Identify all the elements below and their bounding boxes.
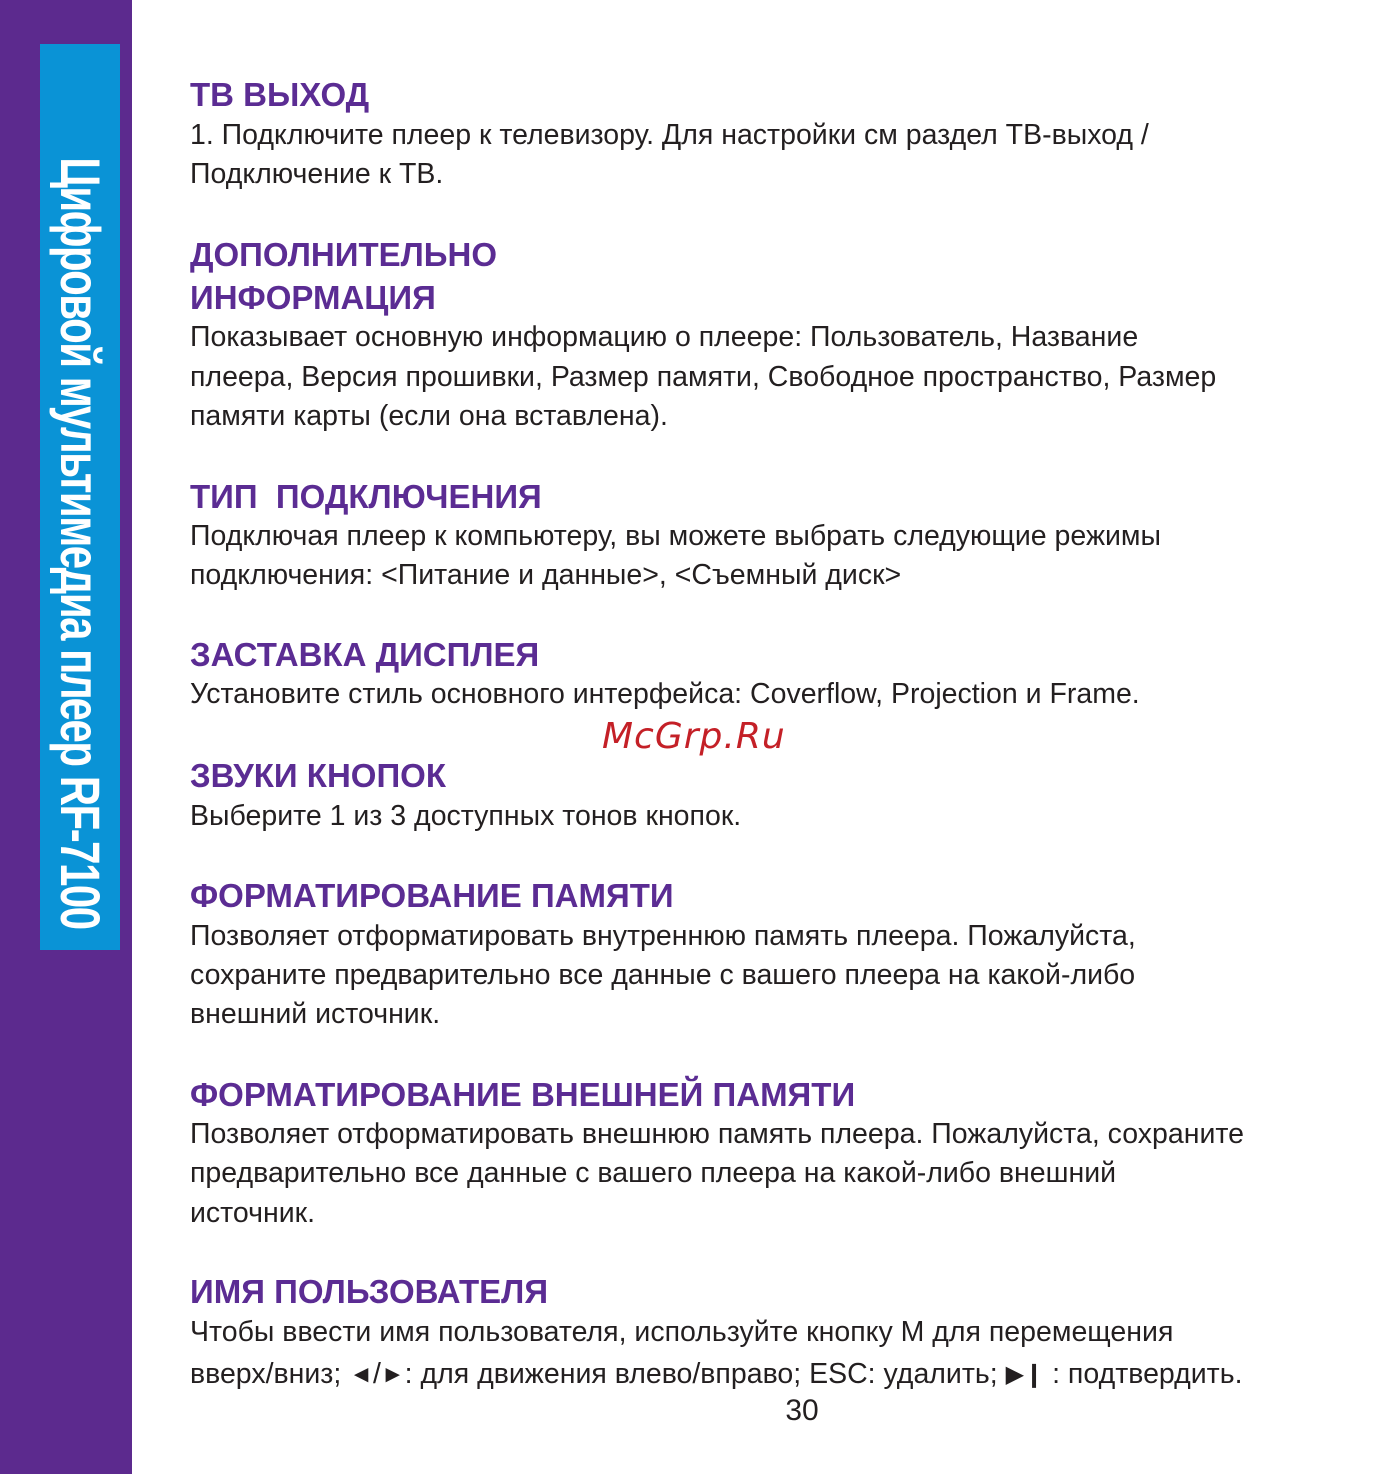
- slash-separator: /: [372, 1358, 381, 1390]
- username-line-2-end: : подтвердить.: [1044, 1358, 1243, 1390]
- heading-format-external: ФОРМАТИРОВАНИЕ ВНЕШНЕЙ ПАМЯТИ: [190, 1076, 856, 1113]
- username-line-2-mid: : для движения влево/вправо; ESC: удалить;: [404, 1358, 1006, 1390]
- format-memory-line-1: Позволяет отформатировать внутреннюю память плеера. Пожалуйста,: [190, 920, 1136, 952]
- right-arrow-icon: ►: [380, 1361, 405, 1388]
- info-line-2: плеера, Версия прошивки, Размер памяти, Свободное пространство, Размер: [190, 361, 1217, 393]
- username-line-1: Чтобы ввести имя пользователя, используйте кнопку М для перемещения: [190, 1316, 1174, 1348]
- left-arrow-icon: ◄: [349, 1361, 373, 1388]
- format-external-line-3: источник.: [190, 1197, 316, 1229]
- username-line-2-start: вверх/вниз;: [190, 1358, 350, 1390]
- tv-out-line-1: 1. Подключите плеер к телевизору. Для настройки см раздел ТВ-выход /: [190, 119, 1149, 151]
- connection-line-1: Подключая плеер к компьютеру, вы можете выбрать следующие режимы: [190, 520, 1162, 552]
- heading-information: ИНФОРМАЦИЯ: [190, 279, 436, 316]
- format-memory-line-2: сохраните предварительно все данные с вашего плеера на какой-либо: [190, 959, 1136, 991]
- watermark: McGrp.Ru: [602, 716, 786, 757]
- format-memory-line-3: внешний источник.: [190, 998, 441, 1030]
- heading-username: ИМЯ ПОЛЬЗОВАТЕЛЯ: [190, 1273, 549, 1310]
- info-line-3: памяти карты (если она вставлена).: [190, 400, 668, 432]
- key-sounds-line-1: Выберите 1 из 3 доступных тонов кнопок.: [190, 800, 742, 832]
- info-line-1: Показывает основную информацию о плеере: Пользователь, Название: [190, 321, 1139, 353]
- username-line-2: [190, 1355, 1243, 1396]
- heading-tv-out: ТВ ВЫХОД: [190, 76, 370, 113]
- heading-connection-type: ТИП ПОДКЛЮЧЕНИЯ: [190, 478, 542, 515]
- format-external-line-2: предварительно все данные с вашего плеера на какой-либо внешний: [190, 1157, 1117, 1189]
- connection-line-2: подключения: <Питание и данные>, <Съемный диск>: [190, 559, 902, 591]
- page-number: 30: [785, 1394, 819, 1427]
- tv-out-line-2: Подключение к ТВ.: [190, 158, 444, 190]
- format-external-line-1: Позволяет отформатировать внешнюю память плеера. Пожалуйста, сохраните: [190, 1118, 1244, 1150]
- side-title: Цифровой мультимедиа плеер RF-7100: [49, 157, 112, 929]
- screensaver-line-1: Установите стиль основного интерфейса: Coverflow, Projection и Frame.: [190, 678, 1140, 710]
- play-pause-icon: ▶❙: [1005, 1361, 1045, 1388]
- heading-screensaver: ЗАСТАВКА ДИСПЛЕЯ: [190, 636, 540, 673]
- heading-additional: ДОПОЛНИТЕЛЬНО: [190, 236, 497, 273]
- heading-key-sounds: ЗВУКИ КНОПОК: [190, 757, 446, 794]
- heading-format-memory: ФОРМАТИРОВАНИЕ ПАМЯТИ: [190, 877, 674, 914]
